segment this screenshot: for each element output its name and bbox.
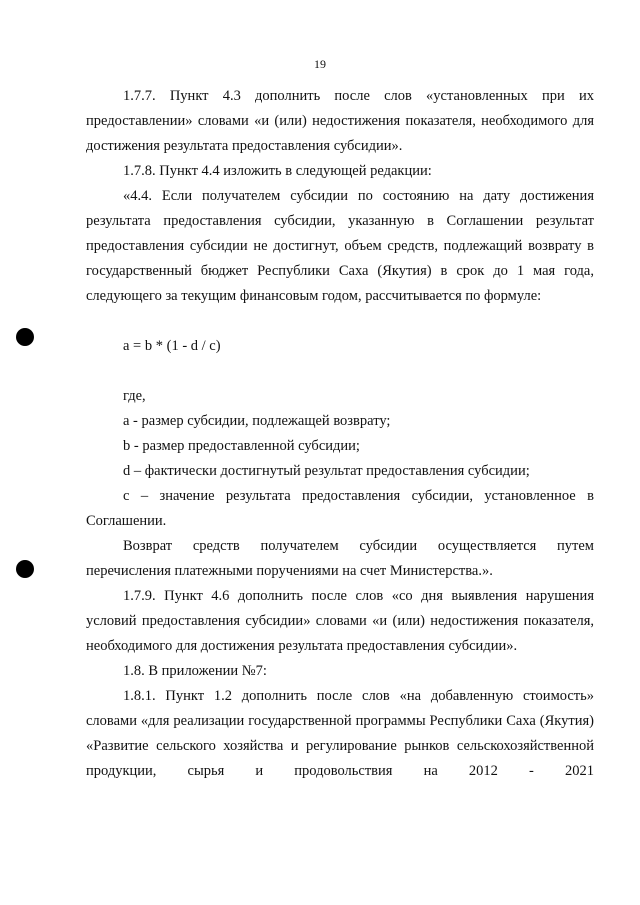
punch-hole-top <box>16 328 34 346</box>
definition-b: b - размер предоставленной субсидии; <box>123 438 360 454</box>
spacer <box>86 359 594 384</box>
where-label: где, <box>123 388 146 404</box>
paragraph-1-8-1: 1.8.1. Пункт 1.2 дополнить после слов «на добавленную стоимость» словами «для реализации государственной программы Республики Саха (Якутия) «Развитие сельского хозяйства и регулирование рынков сельскохозяйственной продукции, сырья и продовольствия на 2012 - 2021 <box>86 688 594 779</box>
definition-a: a - размер субсидии, подлежащей возврату; <box>123 413 391 429</box>
document-body <box>86 84 594 784</box>
paragraph-1-8: 1.8. В приложении №7: <box>123 663 267 679</box>
paragraph-1-7-8: 1.7.8. Пункт 4.4 изложить в следующей редакции: <box>123 163 432 179</box>
paragraph-4-4: «4.4. Если получателем субсидии по состоянию на дату достижения результата предоставления субсидии, указанную в Соглашении результат предоставления субсидии не достигнут, объем средств, подлежащий возврату в государственный бюджет Республики Саха (Якутия) в срок до 1 мая года, следующего за текущим финансовым годом, рассчитывается по формуле: <box>86 188 594 304</box>
page-number: 19 <box>314 57 326 71</box>
punch-hole-bottom <box>16 560 34 578</box>
paragraph-1-7-9: 1.7.9. Пункт 4.6 дополнить после слов «со дня выявления нарушения условий предоставления субсидии» словами «и (или) недостижения показателя, необходимого для достижения результата предоставления субсидии». <box>86 588 594 654</box>
paragraph-1-7-7: 1.7.7. Пункт 4.3 дополнить после слов «установленных при их предоставлении» словами «и (или) недостижения показателя, необходимого для достижения результата предоставления субсидии». <box>86 88 594 154</box>
paragraph-refund: Возврат средств получателем субсидии осуществляется путем перечисления платежными поручениями на счет Министерства.». <box>86 538 594 579</box>
definition-d: d – фактически достигнутый результат предоставления субсидии; <box>123 463 530 479</box>
formula: a = b * (1 - d / c) <box>123 338 221 354</box>
spacer <box>86 309 594 334</box>
definition-c: c – значение результата предоставления субсидии, установленное в Соглашении. <box>86 488 594 529</box>
